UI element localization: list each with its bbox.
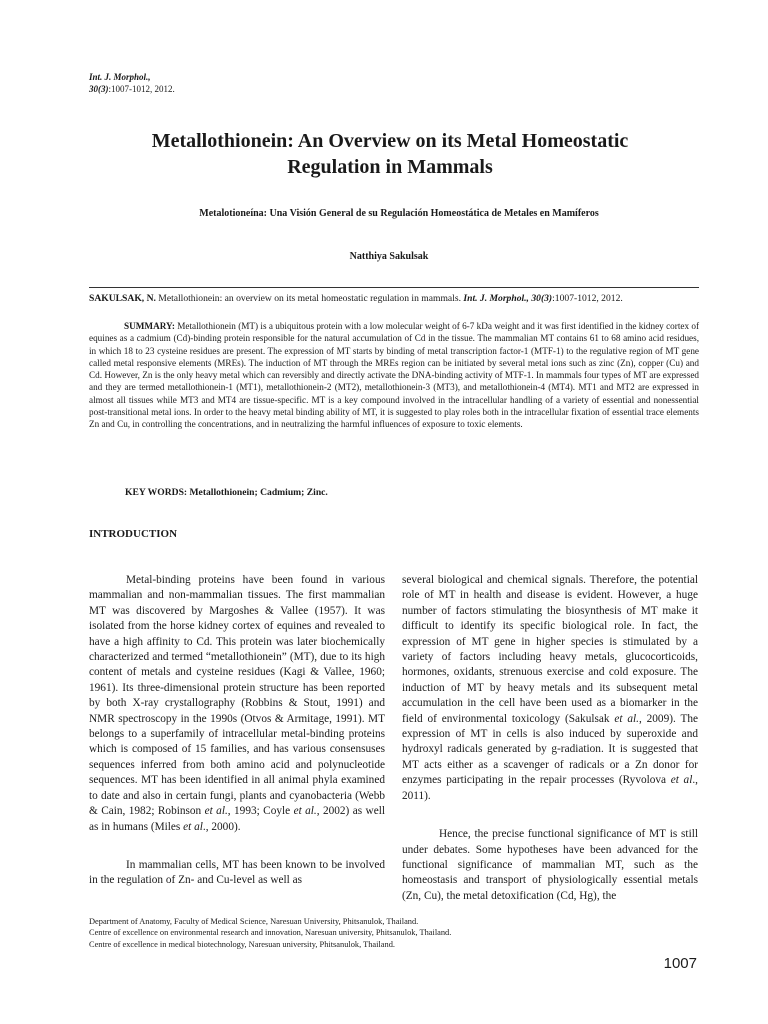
article-title: Metallothionein: An Overview on its Metal Homeostatic Regulation in Mammals: [151, 130, 629, 178]
citation-pages: :1007-1012, 2012.: [552, 293, 623, 304]
keywords: KEY WORDS: Metallothionein; Cadmium; Zinc.: [125, 487, 328, 498]
citation: [89, 293, 701, 305]
citation-text: Metallothionein: an overview on its metal homeostatic regulation in mammals.: [155, 293, 464, 304]
summary-text: Metallothionein (MT) is a ubiquitous protein with a low molecular weight of 6-7 kDa weight and it was first identified in the kidney cortex of equines as a cadmium (Cd)-binding protein responsible for the natural accumulation of Cd in the tissue. The mammalian MT contains 61 to 68 amino acid residues, in which 18 to 23 cysteine residues are present. The expression of MT starts by binding of metal transcription factor-1 (MTF-1) to the regulative region of MT gene called metal responsive elements (MREs). The induction of MT through the MREs region can be initiated by several metal ions such as zinc (Zn), copper (Cu) and Cd. However, Zn is the only heavy metal which can reversibly and directly activate the DNA-binding activity of MTF-1. In mammals four types of MT are expressed and they are termed metallothionein-1 (MT1), metallothionein-2 (MT2), metallothionein-3 (MT3), and metallothionein-4 (MT4). MT1 and MT2 are expressed in almost all tissues while MT3 and MT4 are tissue-specific. MT is a key compound involved in the intracellular handling of a variety of essential and nonessential post-transitional metal ions. In order to the heavy metal binding ability of MT, it is suggested to play roles both in the intracellular fixation of essential trace elements Zn and Cu, in controlling the concentrations, and in neutralizing the harmful influences of exposure to toxic elements.: [89, 321, 699, 430]
section-heading-introduction: INTRODUCTION: [89, 528, 178, 540]
journal-pages-year: :1007-1012, 2012.: [108, 84, 175, 94]
citation-author: SAKULSAK, N.: [89, 293, 156, 304]
journal-name: Int. J. Morphol.,: [89, 72, 151, 82]
affiliation-line: Department of Anatomy, Faculty of Medical Science, Naresuan University, Phitsanulok, Thailand.: [89, 917, 419, 926]
citation-journal: Int. J. Morphol., 30(3): [463, 293, 553, 304]
paragraph: several biological and chemical signals. Therefore, the potential role of MT in health and disease is evident. However, a huge number of factors stimulating the biosynthesis of MT make it difficult to identify its specific biological role. In fact, the expression of MT gene in higher species is stimulated by a variety of factors including heavy metals, glucocorticoids, hormones, oxidants, strenuous exercise and cold exposure. The induction of MT by heavy metals and its subsequent metal accumulation in the cell have been used as a biomarker in the field of environmental toxicology (Sakulsak et al., 2009). The expression of MT in cells is also induced by superoxide and hydroxyl radicals generated by g-radiation. It is suggested that MT acts either as a scavenger of radicals or a Zn donor for enzymes participating in the repair processes (Ryvolova et al., 2011).: [402, 574, 699, 802]
paragraph: Metal-binding proteins have been found in various mammalian and non-mammalian tissues. The first mammalian MT was discovered by Margoshes & Vallee (1957). It was isolated from the horse kidney cortex of equines and revealed to have a high affinity to Cd. This protein was later biochemically characterized and termed “metallothionein” (MT), due to its high content of metals and cysteine residues (Kagi & Vallee, 1960; 1961). Its three-dimensional protein structure has been reported by both X-ray crystallography (Robbins & Stout, 1991) and NMR spectroscopy in the 1990s (Otvos & Armitage, 1991). MT belongs to a superfamily of intracellular metal-binding proteins which is composed of 15 families, and has various consensuses sequences inferred from both amino acid and polynucleotide sequences. MT has been identified in all animal phyla examined to date and also in certain fungi, plants and cyanobacteria (Webb & Cain, 1982; Robinson et al., 1993; Coyle et al., 2002) as well as in humans (Miles et al., 2000).: [89, 574, 385, 833]
paragraph: In mammalian cells, MT has been known to be involved in the regulation of Zn- and Cu-level as well as: [89, 858, 385, 887]
author-name: Natthiya Sakulsak: [349, 251, 429, 262]
article-subtitle-spanish: Metalotioneína: Una Visión General de su Regulación Homeostática de Metales en Mamíferos: [199, 208, 599, 219]
affiliations-footnote: [89, 916, 451, 950]
paragraph: Hence, the precise functional significance of MT is still under debates. Some hypotheses have been advanced for the functional significance of mammalian MT, such as the homeostasis and transport of physiologically essential metals (Zn, Cu), the metal detoxification (Cd, Hg), the: [402, 828, 698, 902]
summary-label: SUMMARY:: [124, 321, 175, 331]
journal-volume: 30(3): [89, 84, 109, 94]
body-column-left: [89, 573, 385, 889]
journal-reference: [89, 71, 175, 95]
affiliation-line: Centre of excellence in medical biotechnology, Naresuan university, Phitsanulok, Thailand.: [89, 939, 395, 949]
page-number: 1007: [663, 955, 697, 972]
body-column-right: [402, 573, 698, 904]
header-divider: [89, 287, 699, 288]
affiliation-line: Centre of excellence on environmental research and innovation, Naresuan university, Phitsanulok, Thailand.: [89, 928, 452, 938]
summary-abstract: [89, 320, 699, 431]
